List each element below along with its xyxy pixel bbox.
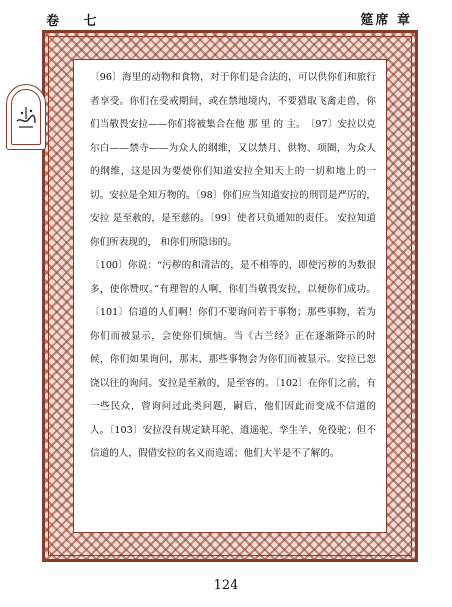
scripture-text [90, 66, 376, 466]
chapter-label: 筵席 章 [360, 13, 412, 28]
page-number: 124 [213, 578, 239, 593]
arabic-calligraphy-emblem [6, 84, 46, 150]
volume-label: 卷 七 [46, 14, 107, 29]
calligraphy-icon [13, 97, 39, 137]
paragraph: 〔100〕你说：“污秽的和清洁的，是不相等的，即使污秽的为数很多，使你赞叹。”有理智的人啊，你们当敬畏安拉，以便你们成功。〔101〕信道的人们啊！你们不要询问若干事物；那些事物，若为你们而被显示，会使你们烦恼。当《古兰经》正在逐渐降示的时候，你们如果询问，那末，那些事物会为你们而被显示。安拉已恕饶以往的询问。安拉是至赦的，是至容的。〔102〕在你们之前，有一些民众，曾询问过此类问题，嗣后，他们因此而变成不信道的人。〔103〕安拉没有规定缺耳驼、逍遥驼、孪生羊、免役驼；但不信道的人，假借安拉的名义而造谣；他们大半是不了解的。 [90, 260, 376, 459]
paragraph: 〔96〕海里的动物和食物，对于你们是合法的，可以供你们和旅行者享受。你们在受戒期间，或在禁地境内，不要猎取飞禽走兽，你们当敬畏安拉——你们将被集合在他 那 里 的 主。﻿〔97〕安拉以克尔白——禁寺——为众人的纲维，又以禁月、供物、项圈，为众人的纲维，这是因为要使你们知道安拉全知天上的一切和地上的一切。安拉是全知万物的。〔98〕你们应当知道安拉的刑罚是严厉的，安拉 是至赦的，是至慈的。〔99〕使者只负通知的责任。 安拉知道你们所表现的， 和你们所隐讳的。 [90, 72, 376, 248]
emblem-medallion [11, 89, 41, 145]
page-header [0, 6, 452, 28]
